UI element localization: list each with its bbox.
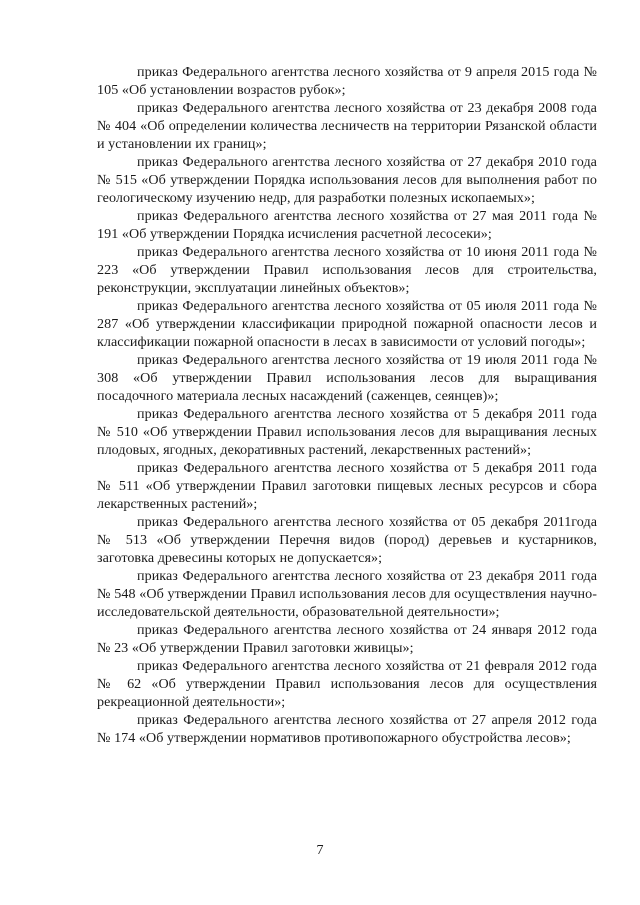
order-paragraph: приказ Федерального агентства лесного хозяйства от 23 декабря 2008 года № 404 «Об определении количества лесничеств на территории Рязанской области и установлении их границ»; [97,100,597,152]
order-paragraph: приказ Федерального агентства лесного хозяйства от 27 апреля 2012 года № 174 «Об утверждении нормативов противопожарного обустройства лесов»; [97,712,597,746]
order-paragraph: приказ Федерального агентства лесного хозяйства от 10 июня 2011 года № 223 «Об утверждении Правил использования лесов для строительства, реконструкции, эксплуатации линейных объектов»; [97,244,597,296]
order-paragraph: приказ Федерального агентства лесного хозяйства от 5 декабря 2011 года № 511 «Об утверждении Правил заготовки пищевых лесных ресурсов и сбора лекарственных растений»; [97,460,597,512]
order-paragraph: приказ Федерального агентства лесного хозяйства от 23 декабря 2011 года № 548 «Об утверждении Правил использования лесов для осуществления научно-исследовательской деятельности, образовательной деятельности»; [97,568,597,620]
order-paragraph: приказ Федерального агентства лесного хозяйства от 9 апреля 2015 года № 105 «Об установлении возрастов рубок»; [97,64,597,98]
order-paragraph: приказ Федерального агентства лесного хозяйства от 24 января 2012 года № 23 «Об утверждении Правил заготовки живицы»; [97,622,597,656]
order-paragraph: приказ Федерального агентства лесного хозяйства от 05 июля 2011 года № 287 «Об утверждении классификации природной пожарной опасности лесов и классификации пожарной опасности в лесах в зависимости от условий погоды»; [97,298,597,350]
order-paragraph: приказ Федерального агентства лесного хозяйства от 5 декабря 2011 года № 510 «Об утверждении Правил использования лесов для выращивания лесных плодовых, ягодных, декоративных растений, лекарственных растений»; [97,406,597,458]
order-paragraph: приказ Федерального агентства лесного хозяйства от 27 мая 2011 года № 191 «Об утверждении Порядка исчисления расчетной лесосеки»; [97,208,597,242]
order-paragraph: приказ Федерального агентства лесного хозяйства от 19 июля 2011 года № 308 «Об утверждении Правил использования лесов для выращивания посадочного материала лесных насаждений (саженцев, сеянцев)»; [97,352,597,404]
order-paragraph: приказ Федерального агентства лесного хозяйства от 27 декабря 2010 года № 515 «Об утверждении Порядка использования лесов для выполнения работ по геологическому изучению недр, для разработки полезных ископаемых»; [97,154,597,206]
order-paragraph: приказ Федерального агентства лесного хозяйства от 21 февраля 2012 года № 62 «Об утверждении Правил использования лесов для осуществления рекреационной деятельности»; [97,658,597,710]
page-number: 7 [316,843,324,858]
order-paragraph: приказ Федерального агентства лесного хозяйства от 05 декабря 2011года № 513 «Об утверждении Перечня видов (пород) деревьев и кустарников, заготовка древесины которых не допускается»; [97,514,597,566]
document-body [97,63,597,747]
